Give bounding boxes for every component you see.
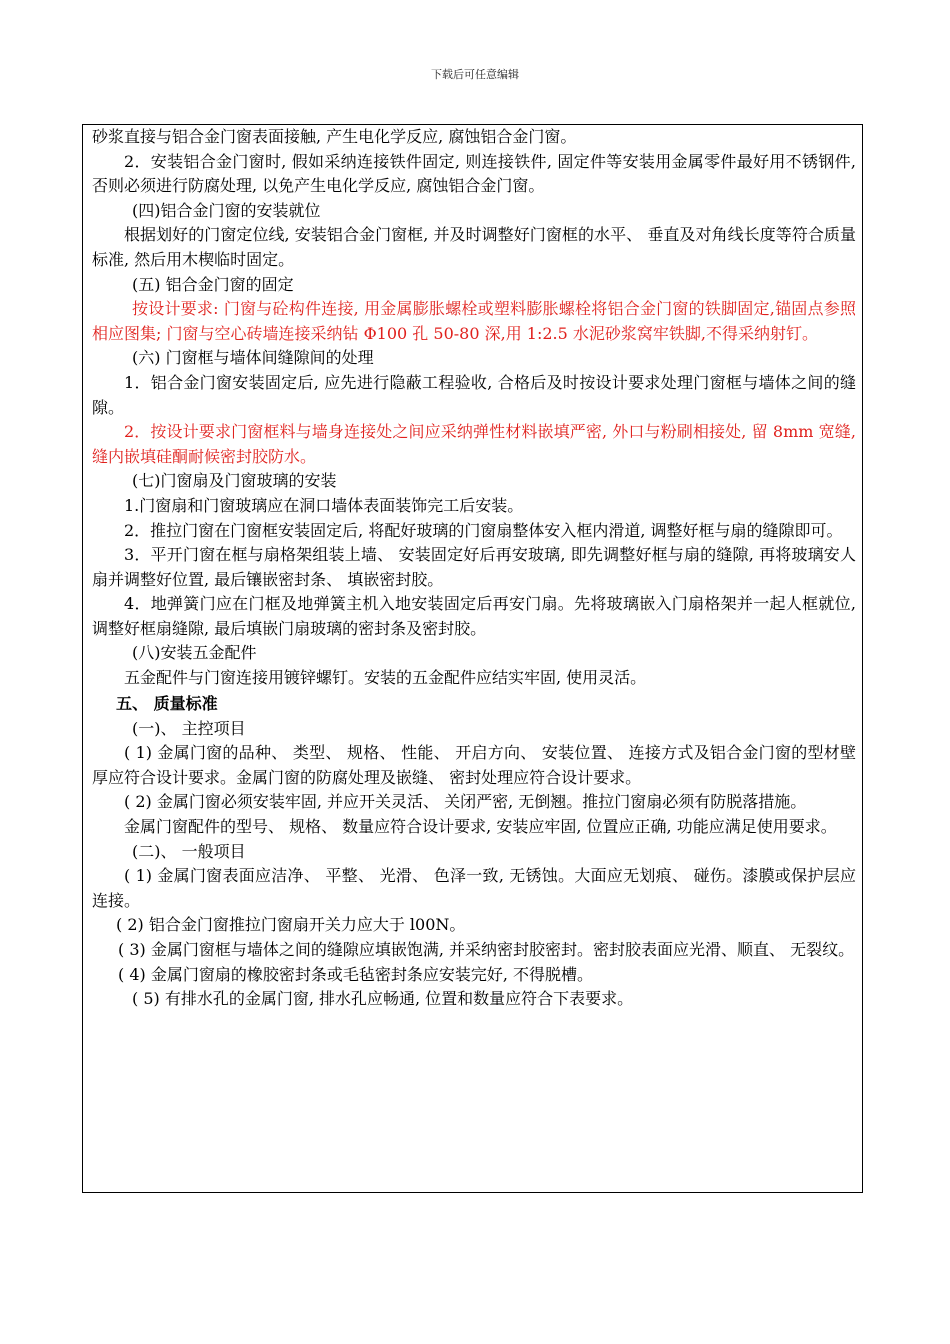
section-heading-7: (七)门窗扇及门窗玻璃的安装	[132, 471, 337, 491]
document-body	[92, 125, 856, 1012]
paragraph-5: 1.门窗扇和门窗玻璃应在洞口墙体表面装饰完工后安装。	[124, 495, 524, 515]
main-item-2: ( 2) 金属门窗必须安装牢固, 并应开关灵活、 关闭严密, 无倒翘。推拉门窗扇必须有防脱落措施。	[124, 792, 807, 812]
general-item-3: ( 3) 金属门窗框与墙体之间的缝隙应填嵌饱满, 并采纳密封胶密封。密封胶表面应光滑、顺直、 无裂纹。	[118, 940, 855, 959]
paragraph-red-1: 按设计要求: 门窗与砼构件连接, 用金属膨胀螺栓或塑料膨胀螺栓将铝合金门窗的铁脚固定,锚固点参照相应图集; 门窗与空心砖墙连接采纳钻 Φ100 孔 50-80 深,用 1:2.5 水泥砂浆窝牢铁脚,不得采纳射钉。	[92, 299, 856, 343]
paragraph-red-2: 2．按设计要求门窗框料与墙身连接处之间应采纳弹性材料嵌填严密, 外口与粉刷相接处, 留 8mm 宽缝, 缝内嵌填硅酮耐候密封胶防水。	[92, 422, 856, 466]
page-header: 下载后可任意编辑	[431, 68, 519, 81]
quality-standard-heading: 五、 质量标准	[116, 693, 218, 713]
section-heading-6: (六) 门窗框与墙体间缝隙间的处理	[132, 348, 374, 368]
section-heading-5: (五) 铝合金门窗的固定	[132, 274, 294, 294]
paragraph-8: 4．地弹簧门应在门框及地弹簧主机入地安装固定后再安门扇。先将玻璃嵌入门扇格架并一起人框就位, 调整好框扇缝隙, 最后填嵌门扇玻璃的密封条及密封胶。	[92, 594, 856, 638]
general-items-heading: (二)、 一般项目	[132, 841, 246, 861]
paragraph-2: 2．安装铝合金门窗时, 假如采纳连接铁件固定, 则连接铁件, 固定件等安装用金属零件最好用不锈钢件, 否则必须进行防腐处理, 以免产生电化学反应, 腐蚀铝合金门窗。	[92, 151, 856, 196]
paragraph-4: 1．铝合金门窗安装固定后, 应先进行隐蔽工程验收, 合格后及时按设计要求处理门窗框与墙体之间的缝隙。	[92, 372, 856, 417]
paragraph-7: 3．平开门窗在框与扇格架组装上墙、 安装固定好后再安玻璃, 即先调整好框与扇的缝隙, 再将玻璃安人扇并调整好位置, 最后镶嵌密封条、 填嵌密封胶。	[92, 545, 856, 589]
paragraph-3: 根据划好的门窗定位线, 安装铝合金门窗框, 并及时调整好门窗框的水平、 垂直及对角线长度等符合质量标准, 然后用木楔临时固定。	[92, 225, 856, 269]
content-frame	[82, 124, 863, 1193]
section-heading-4: (四)铝合金门窗的安装就位	[132, 200, 321, 220]
main-item-3: 金属门窗配件的型号、 规格、 数量应符合设计要求, 安装应牢固, 位置应正确, 功能应满足使用要求。	[124, 817, 837, 837]
main-items-heading: (一)、 主控项目	[132, 718, 246, 738]
paragraph-1: 砂浆直接与铝合金门窗表面接触, 产生电化学反应, 腐蚀铝合金门窗。	[92, 127, 577, 146]
general-item-5: ( 5) 有排水孔的金属门窗, 排水孔应畅通, 位置和数量应符合下表要求。	[132, 989, 634, 1009]
main-item-1: ( 1) 金属门窗的品种、 类型、 规格、 性能、 开启方向、 安装位置、 连接方式及铝合金门窗的型材壁厚应符合设计要求。金属门窗的防腐处理及嵌缝、 密封处理应符合设计要求。	[92, 743, 856, 787]
section-heading-8: (八)安装五金配件	[132, 643, 257, 663]
general-item-1: ( 1) 金属门窗表面应洁净、 平整、 光滑、 色泽一致, 无锈蚀。大面应无划痕、 碰伤。漆膜或保护层应连接。	[92, 866, 856, 910]
paragraph-6: 2．推拉门窗在门窗框安装固定后, 将配好玻璃的门窗扇整体安入框内滑道, 调整好框与扇的缝隙即可。	[124, 520, 843, 540]
general-item-2: ( 2) 铝合金门窗推拉门窗扇开关力应大于 l00N。	[116, 915, 466, 935]
paragraph-9: 五金配件与门窗连接用镀锌螺钉。安装的五金配件应结实牢固, 使用灵活。	[124, 668, 647, 688]
general-item-4: ( 4) 金属门窗扇的橡胶密封条或毛毡密封条应安装完好, 不得脱槽。	[118, 964, 594, 984]
